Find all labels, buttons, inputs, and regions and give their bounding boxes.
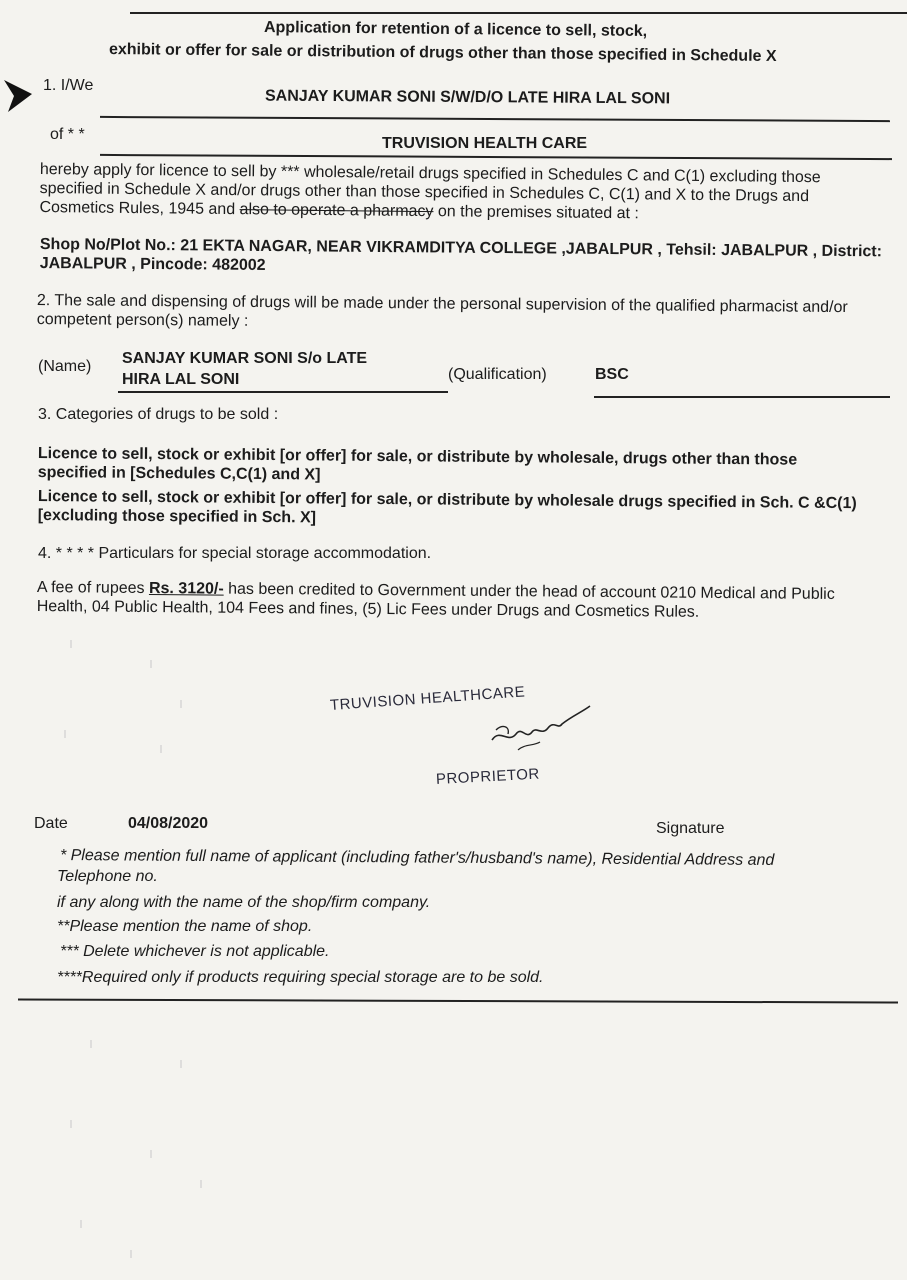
date-value: 04/08/2020 xyxy=(128,815,209,832)
firm-underline xyxy=(100,154,892,160)
fee-paragraph xyxy=(37,578,857,623)
footnote-1a: * Please mention full name of applicant (including father's/husband's name), Residential Address and xyxy=(59,847,775,869)
footnote-1c: if any along with the name of the shop/firm company. xyxy=(57,894,431,911)
scan-artifact xyxy=(160,745,162,753)
category-item-1: Licence to sell, stock or exhibit [or offer] for sale, or distribute by wholesale, drugs other than those specified in [Schedules C,C(1) and X] xyxy=(37,444,798,484)
qualification-underline xyxy=(594,396,890,398)
storage-text: Particulars for special storage accommodation. xyxy=(94,545,432,562)
fee-text-before: A fee of rupees xyxy=(36,578,150,597)
firm-name: TRUVISION HEALTH CARE xyxy=(382,135,588,152)
scan-artifact xyxy=(130,1250,132,1258)
applicant-underline xyxy=(100,116,890,122)
scan-artifact xyxy=(70,640,72,648)
fee-amount: Rs. 3120/- xyxy=(148,579,224,598)
name-underline xyxy=(118,391,448,393)
date-label: Date xyxy=(34,815,68,832)
scan-artifact xyxy=(200,1180,202,1188)
qualification-label: (Qualification) xyxy=(448,366,547,383)
premises-address: Shop No/Plot No.: 21 EKTA NAGAR, NEAR VIKRAMDITYA COLLEGE ,JABALPUR , Tehsil: JABALPUR , District: JABALPUR , Pincode: 482002 xyxy=(39,235,883,274)
scan-artifact xyxy=(90,1040,92,1048)
firm-stamp: TRUVISION HEALTHCARE xyxy=(329,683,526,714)
apply-paragraph xyxy=(39,160,888,226)
categories-heading: 3. Categories of drugs to be sold : xyxy=(38,406,279,423)
title-line-1: Application for retention of a licence to sell, stock, xyxy=(263,18,648,41)
footnote-2: **Please mention the name of shop. xyxy=(57,918,313,935)
scan-artifact xyxy=(70,1120,72,1128)
applicant-name: SANJAY KUMAR SONI S/W/D/O LATE HIRA LAL SONI xyxy=(264,87,671,108)
scan-artifact xyxy=(150,1150,152,1158)
supervision-text: 2. The sale and dispensing of drugs will be made under the personal supervision of the qualified pharmacist and/or competent person(s) namely : xyxy=(36,291,848,330)
apply-text-part2: on the premises situated at : xyxy=(433,203,640,223)
footnote-3: *** Delete whichever is not applicable. xyxy=(60,943,330,960)
storage-line xyxy=(38,544,431,563)
category-item-2: Licence to sell, stock or exhibit [or offer] for sale, or distribute by wholesale drugs specified in Sch. C &C(1) [excluding those specified in Sch. X] xyxy=(37,487,857,527)
fee-text-after: has been credited to Government under the head of account 0210 Medical and Public Health, 04 Public Health, 104 Fees and fines, (5) Lic Fees under Drugs and Cosmetics Rules. xyxy=(36,580,835,621)
apply-text-struck: also to operate a pharmacy xyxy=(239,201,434,221)
qualification-value: BSC xyxy=(595,366,629,383)
scan-artifact xyxy=(64,730,66,738)
scan-artifact xyxy=(150,660,152,668)
pharmacist-name-line-2: HIRA LAL SONI xyxy=(122,371,240,388)
handwritten-signature xyxy=(478,700,598,760)
pharmacist-name-line-1: SANJAY KUMAR SONI S/o LATE xyxy=(122,350,368,367)
scan-artifact xyxy=(180,700,182,708)
top-border xyxy=(130,12,907,14)
margin-arrow-mark xyxy=(2,76,36,116)
proprietor-stamp: PROPRIETOR xyxy=(435,765,541,788)
name-label: (Name) xyxy=(38,358,92,375)
footnote-4: ****Required only if products requiring special storage are to be sold. xyxy=(57,969,544,986)
footnote-1b: Telephone no. xyxy=(57,868,158,885)
applicant-label: 1. I/We xyxy=(43,77,94,94)
storage-prefix: 4. * * * * xyxy=(38,545,95,562)
scan-artifact xyxy=(180,1060,182,1068)
firm-label: of * * xyxy=(50,126,85,143)
signature-label: Signature xyxy=(656,820,725,837)
bottom-border xyxy=(18,998,898,1003)
scan-artifact xyxy=(80,1220,82,1228)
apply-text-part1: hereby apply for licence to sell by *** wholesale/retail drugs specified in Schedules C and C(1) excluding those specified in Schedule X and/or drugs other than those specified in Schedules C, C(1) and X to the Drugs and Cosmetics Rules, 1945 and xyxy=(39,160,821,219)
title-line-2: exhibit or offer for sale or distribution of drugs other than those specified in Schedule X xyxy=(108,41,777,65)
